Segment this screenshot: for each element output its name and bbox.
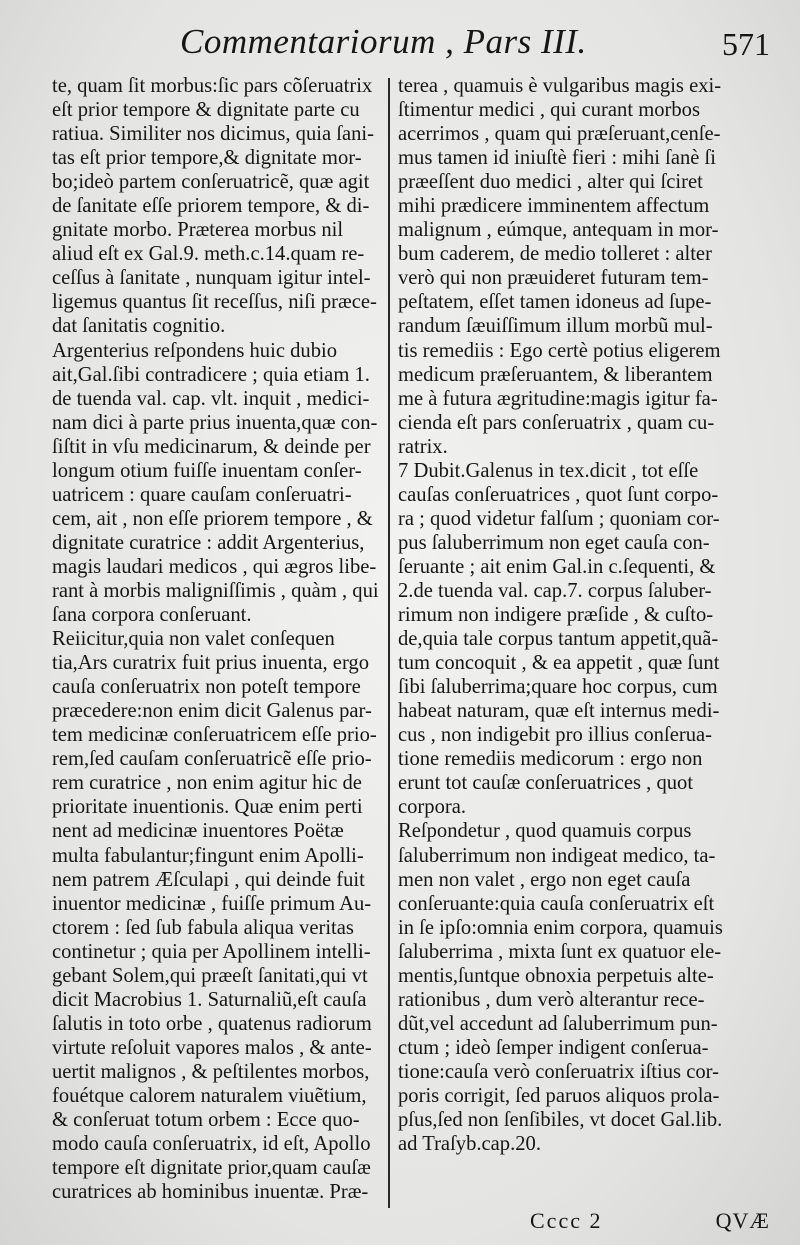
text-line: pſus,ſed non ſenſibiles, vt docet Gal.lib. xyxy=(398,1109,723,1132)
text-line: de tuenda val. cap. vlt. inquit , medici- xyxy=(52,387,370,410)
right-column xyxy=(398,74,764,1156)
text-line: multa fabulantur;fingunt enim Apolli- xyxy=(52,844,364,867)
text-line: 2.de tuenda val. cap.7. corpus ſaluber- xyxy=(398,579,712,602)
text-line: ſana corpora conſeruant. xyxy=(52,604,252,627)
page-header xyxy=(40,18,770,68)
text-line: ad Traſyb.cap.20. xyxy=(398,1133,541,1156)
text-line: cem, ait , non eſſe priorem tempore , & xyxy=(52,507,373,530)
text-line: nam dici à parte prius inuenta,quæ con- xyxy=(52,411,378,434)
text-line: Argenterius reſpondens huic dubio xyxy=(52,339,338,362)
text-line: & conſeruat totum orbem : Ecce quo- xyxy=(52,1109,360,1132)
text-line: cus , non indigebit pro illius conſerua- xyxy=(398,724,712,747)
text-line: eſt prior tempore & dignitate parte cu xyxy=(52,99,360,122)
text-line: rem,ſed cauſam conſeruatricẽ eſſe prio- xyxy=(52,748,372,771)
text-line: tione remediis medicorum : ergo non xyxy=(398,748,703,771)
text-line: peſtatem, eſſet tamen idoneus ad ſupe- xyxy=(398,291,712,314)
text-line: ſibi ſaluberrima;quare hoc corpus, cum xyxy=(398,676,718,699)
text-line: habeat naturam, quæ eſt internus medi- xyxy=(398,700,720,723)
text-line: nem patrem Æſculapi , qui deinde fuit xyxy=(52,868,365,891)
text-line: ſalutis in toto orbe , quatenus radiorum xyxy=(52,1012,372,1035)
text-line: cauſas conſeruatrices , quot ſunt corpo- xyxy=(398,483,719,506)
text-line: Reſpondetur , quod quamuis corpus xyxy=(398,820,692,843)
text-line: uertit malignos , & peſtilentes morbos, xyxy=(52,1060,370,1083)
text-line: gebant Solem,qui præeſt ſanitati,qui vt xyxy=(52,964,368,987)
text-line: præcedere:non enim dicit Galenus par- xyxy=(52,700,372,723)
text-line: corpora. xyxy=(398,796,467,819)
text-line: tia,Ars curatrix fuit prius inuenta, ergo xyxy=(52,652,370,675)
text-line: tempore eſt dignitate prior,quam cauſæ xyxy=(52,1157,371,1180)
text-line: gnitate morbo. Præterea morbus nil xyxy=(52,219,344,242)
text-line: ra ; quod videtur falſum ; quoniam cor- xyxy=(398,507,720,530)
running-title: Commentariorum , Pars III. xyxy=(180,22,587,61)
text-line: verò qui non præuideret futuram tem- xyxy=(398,267,709,290)
text-line: men non valet , ergo non eget cauſa xyxy=(398,868,691,891)
text-line: rant à morbis maligniſſimis , quàm , qui xyxy=(52,579,379,602)
text-line: uatricem : quare cauſam conſeruatri- xyxy=(52,483,352,506)
text-line: ctum ; ideò ſemper indigent conſerua- xyxy=(398,1036,709,1059)
text-line: tem medicinæ conſeruatricem eſſe prio- xyxy=(52,724,377,747)
text-line: randum ſæuiſſimum illum morbũ mul- xyxy=(398,315,713,338)
text-line: mentis,ſuntque obnoxia perpetuis alte- xyxy=(398,964,714,987)
text-line: bo;ideò partem conſeruatricẽ, quæ agit xyxy=(52,171,370,194)
text-line: ſaluberrima , mixta ſunt ex quatuor ele- xyxy=(398,940,722,963)
text-line: curatrices ab hominibus inuentæ. Præ- xyxy=(52,1181,369,1204)
text-line: terea , quamuis è vulgaribus magis exi- xyxy=(398,75,722,97)
text-line: malignum , eúmque, antequam in mor- xyxy=(398,219,719,242)
text-line: cauſa conſeruatrix non poteſt tempore xyxy=(52,676,361,699)
text-line: tione:cauſa verò conſeruatrix iſtius cor- xyxy=(398,1060,719,1083)
page-number: 571 xyxy=(722,26,770,62)
page-footer xyxy=(530,1208,770,1240)
text-line: ctorem : ſed ſub fabula aliqua veritas xyxy=(52,916,354,939)
text-line: inuentor medicinæ , fuiſſe primum Au- xyxy=(52,892,372,915)
text-line: præeſſent duo medici , alter qui ſciret xyxy=(398,171,703,194)
text-line: ligemus quantus ſit receſſus, niſi præce- xyxy=(52,291,377,314)
text-line: dicit Macrobius 1. Saturnaliũ,eſt cauſa xyxy=(52,988,367,1011)
text-line: de ſanitate eſſe priorem tempore, & di- xyxy=(52,195,370,218)
text-line: bum caderem, de medio tolleret : alter xyxy=(398,243,712,266)
text-line: tis remediis : Ego certè potius eligerem xyxy=(398,339,721,362)
text-line: fouétque calorem naturalem viuẽtium, xyxy=(52,1084,367,1107)
text-line: mihi prædicere imminentem affectum xyxy=(398,195,710,218)
text-line: me à futura ægritudine:magis igitur fa- xyxy=(398,387,718,410)
text-line: virtute reſoluit vapores malos , & ante- xyxy=(52,1036,372,1059)
text-line: conſeruante:quia cauſa conſeruatrix eſt xyxy=(398,892,715,915)
text-line: dignitate curatrice : addit Argenterius, xyxy=(52,531,365,554)
text-line: te, quam ſit morbus:ſic pars cõſeruatrix xyxy=(52,75,373,97)
text-line: ſeruante ; ait enim Gal.in c.ſequenti, & xyxy=(398,555,716,578)
text-line: ſiſtit in vſu medicinarum, & deinde per xyxy=(52,435,371,458)
text-line: rationibus , dum verò alterantur rece- xyxy=(398,988,705,1011)
text-line: ratiua. Similiter nos dicimus, quia ſani- xyxy=(52,123,375,146)
text-line: poris corrigit, ſed paruos aliquos prola- xyxy=(398,1084,720,1107)
text-line: pus ſaluberrimum non eget cauſa con- xyxy=(398,531,710,554)
text-line: dũt,vel accedunt ad ſaluberrimum pun- xyxy=(398,1012,718,1035)
left-column xyxy=(52,74,404,1204)
text-line: ceſſus à ſanitate , nunquam igitur intel- xyxy=(52,267,371,290)
text-line: cienda eſt pars conſeruatrix , quam cu- xyxy=(398,411,715,434)
text-line: in ſe ipſo:omnia enim corpora, quamuis xyxy=(398,916,723,939)
text-line: dat ſanitatis cognitio. xyxy=(52,315,226,338)
text-line: tas eſt prior tempore,& dignitate mor- xyxy=(52,147,362,170)
text-line: medicum præſeruantem, & liberantem xyxy=(398,363,713,386)
text-line: longum otium fuiſſe inuentam conſer- xyxy=(52,459,362,482)
text-line: ſtimentur medici , qui curant morbos xyxy=(398,99,700,122)
text-line: rem curatrice , non enim agitur hic de xyxy=(52,772,362,795)
text-line: Reiicitur,quia non valet conſequen xyxy=(52,628,335,651)
text-line: prioritate inuentionis. Quæ enim perti xyxy=(52,796,363,819)
text-line: ſaluberrimum non indigeat medico, ta- xyxy=(398,844,716,867)
text-line: modo cauſa conſeruatrix, id eſt, Apollo xyxy=(52,1133,371,1156)
text-line: continetur ; quia per Apollinem intelli- xyxy=(52,940,371,963)
text-line: ratrix. xyxy=(398,435,448,458)
text-line: acerrimos , quam qui præſeruant,cenſe- xyxy=(398,123,721,146)
catchword: QVÆ xyxy=(715,1208,770,1233)
text-line: de,quia tale corpus tantum appetit,quã- xyxy=(398,628,719,651)
text-line: ait,Gal.ſibi contradicere ; quia etiam 1. xyxy=(52,363,370,386)
text-line: tum concoquit , & ea appetit , quæ ſunt xyxy=(398,652,720,675)
text-line: aliud eſt ex Gal.9. meth.c.14.quam re- xyxy=(52,243,365,266)
text-line: magis laudari medicos , qui ægros libe- xyxy=(52,555,377,578)
signature-mark: Cccc 2 xyxy=(530,1208,603,1233)
text-line: 7 Dubit.Galenus in tex.dicit , tot eſſe xyxy=(398,459,699,482)
text-line: mus tamen id iniuſtè fieri : mihi ſanè ſi xyxy=(398,147,716,170)
text-line: rimum non indigere præſide , & cuſto- xyxy=(398,604,714,627)
text-line: nent ad medicinæ inuentores Poëtæ xyxy=(52,820,344,843)
text-line: erunt tot cauſæ conſeruatrices , quot xyxy=(398,772,694,795)
column-divider xyxy=(388,78,390,1208)
